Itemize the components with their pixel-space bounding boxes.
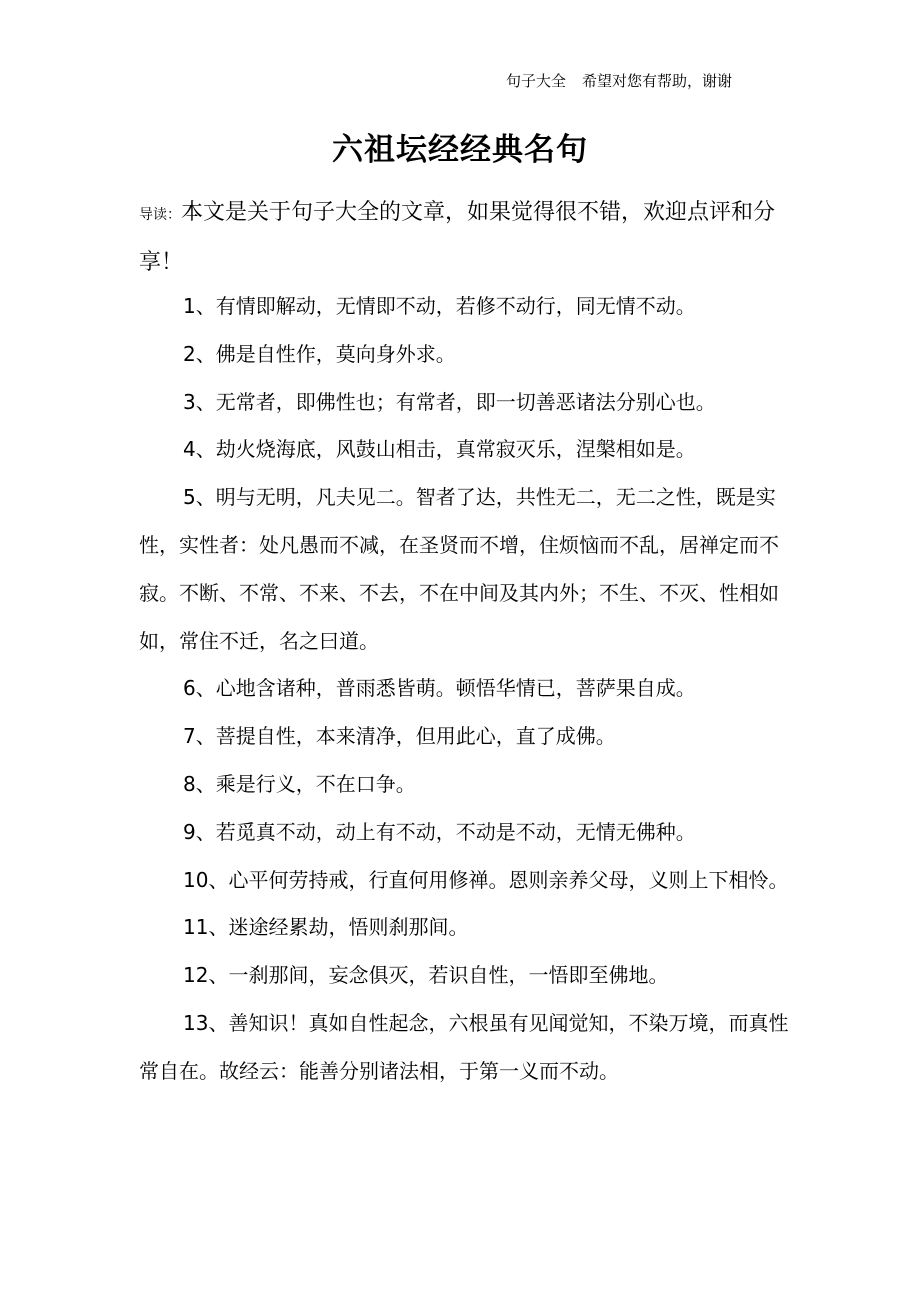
- quote-list: [139, 283, 789, 1096]
- quote-item: 11、迷途经累劫，悟则刹那间。: [183, 915, 469, 940]
- quote-item: 8、乘是行义，不在口争。: [183, 771, 416, 796]
- header-site: 句子大全: [505, 72, 566, 90]
- intro-paragraph: [139, 189, 789, 287]
- header-message: 希望对您有帮助，谢谢: [581, 72, 732, 90]
- quote-item: 4、劫火烧海底，风鼓山相击，真常寂灭乐，涅槃相如是。: [183, 437, 696, 462]
- quote-item: 2、佛是自性作，莫向身外求。: [183, 341, 456, 366]
- quote-item: 1、有情即解动，无情即不动，若修不动行，同无情不动。: [183, 294, 696, 318]
- quote-item: 12、一刹那间，妄念俱灭，若识自性，一悟即至佛地。: [183, 963, 669, 988]
- quote-item: 10、心平何劳持戒，行直何用修禅。恩则亲养父母，义则上下相怜。: [183, 867, 789, 892]
- quote-item: 13、善知识！真如自性起念，六根虽有见闻觉知，不染万境，而真性常自在。故经云：能善分别诸法相，于第一义而不动。: [139, 1010, 789, 1083]
- intro-label: 导读：: [139, 207, 181, 223]
- header-note: [506, 70, 732, 92]
- quote-item: 7、菩提自性，本来清净，但用此心，直了成佛。: [183, 724, 616, 749]
- quote-item: 9、若觅真不动，动上有不动，不动是不动，无情无佛种。: [183, 819, 696, 844]
- page-title: 六祖坛经经典名句: [332, 132, 588, 168]
- quote-item: 3、无常者，即佛性也；有常者，即一切善恶诸法分别心也。: [183, 389, 716, 414]
- quote-item: 6、心地含诸种，普雨悉皆萌。顿悟华情已，菩萨果自成。: [183, 676, 696, 701]
- intro-text: 本文是关于句子大全的文章，如果觉得很不错，欢迎点评和分享！: [139, 200, 776, 275]
- quote-item: 5、明与无明，凡夫见二。智者了达，共性无二，无二之性，既是实性，实性者：处凡愚而不减，在圣贤而不增，住烦恼而不乱，居禅定而不寂。不断、不常、不来、不去，不在中间及其内外；不生、不灭、性相如如，常住不迁，名之曰道。: [139, 485, 779, 653]
